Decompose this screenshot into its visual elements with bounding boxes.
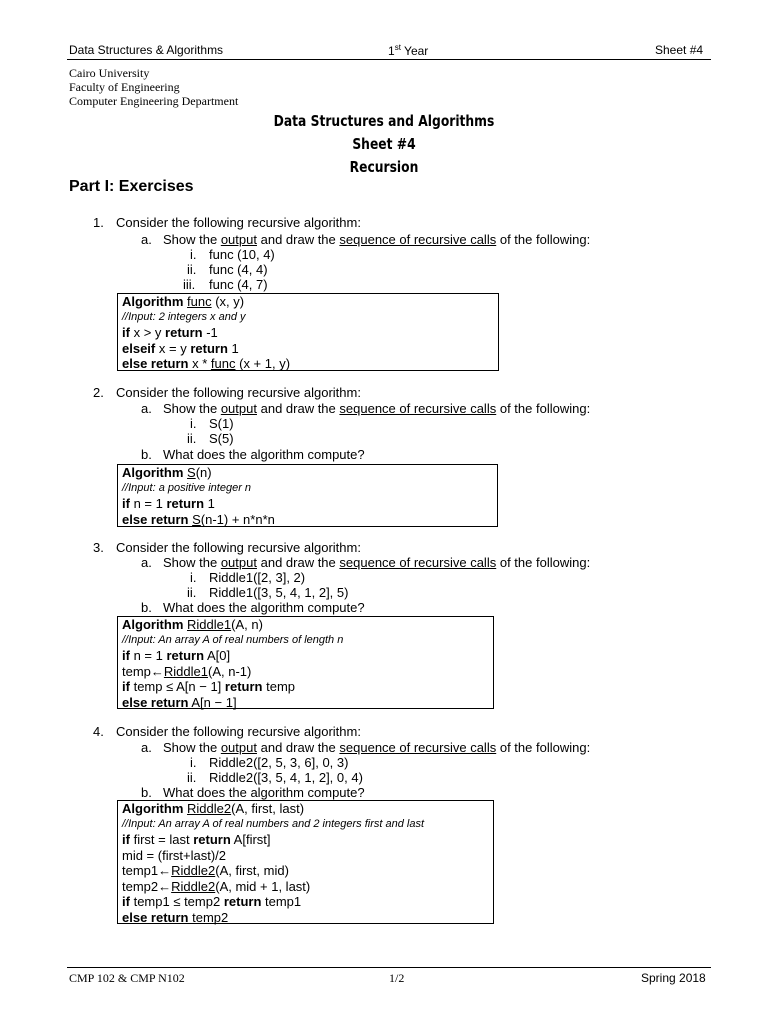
algo-line: temp2←Riddle2(A, mid + 1, last) — [122, 878, 311, 894]
q4-number: 4. — [93, 724, 104, 739]
q1-item-text: func (4, 7) — [209, 277, 268, 292]
q1-number: 1. — [93, 215, 104, 230]
algo-comment: //Input: An array A of real numbers and 2 integers first and last — [122, 817, 425, 830]
q4-part-b-label: b. — [141, 785, 152, 800]
footer-term: Spring 2018 — [641, 971, 706, 985]
q3-algorithm-box — [117, 616, 494, 709]
algo-line: if n = 1 return A[0] — [122, 648, 231, 663]
q3-part-b-label: b. — [141, 600, 152, 615]
q2-item-number: i. — [190, 416, 197, 431]
q3-item-text: Riddle1([2, 3], 2) — [209, 570, 306, 585]
q4-item-text: Riddle2([3, 5, 4, 1, 2], 0, 4) — [209, 770, 363, 785]
q4-item-number: i. — [190, 755, 197, 770]
footer-page-number: 1/2 — [389, 971, 405, 985]
q2-part-a-label: a. — [141, 401, 152, 416]
algo-line: temp1←Riddle2(A, first, mid) — [122, 863, 289, 878]
q1-item-number: i. — [190, 247, 197, 262]
affiliation-faculty: Faculty of Engineering — [69, 80, 180, 94]
algo-line: else return x * func (x + 1, y) — [122, 356, 291, 371]
q2-part-b-label: b. — [141, 447, 152, 462]
q2-text: Consider the following recursive algorithm: — [116, 385, 361, 400]
q2-algorithm-box — [117, 464, 498, 527]
algo-line: if temp1 ≤ temp2 return temp1 — [122, 894, 302, 909]
q3-item-number: i. — [190, 570, 197, 585]
algo-line: else return S(n-1) + n*n*n — [122, 511, 275, 527]
algo-line: if n = 1 return 1 — [122, 496, 215, 511]
algo-header: Algorithm S(n) — [122, 465, 212, 480]
q1-item-text: func (10, 4) — [209, 247, 275, 262]
q4-item-number: ii. — [187, 770, 197, 785]
q1-text: Consider the following recursive algorithm: — [116, 215, 361, 230]
q3-part-b-text: What does the algorithm compute? — [163, 600, 365, 615]
header-rule — [67, 59, 711, 60]
algo-line: if temp ≤ A[n − 1] return temp — [122, 679, 296, 694]
header-course: Data Structures & Algorithms — [69, 43, 224, 57]
q2-part-a-text: Show the output and draw the sequence of recursive calls of the following: — [163, 401, 591, 416]
footer-rule — [67, 967, 711, 968]
sheet-title: Sheet #4 — [352, 135, 416, 153]
affiliation-university: Cairo University — [69, 66, 150, 80]
q1-algorithm-box — [117, 293, 499, 371]
topic-title: Recursion — [349, 158, 419, 176]
q3-item-number: ii. — [187, 585, 197, 600]
q2-part-b-text: What does the algorithm compute? — [163, 447, 365, 462]
affiliation-department: Computer Engineering Department — [69, 94, 239, 108]
algo-line: if first = last return A[first] — [122, 832, 271, 847]
q4-item-text: Riddle2([2, 5, 3, 6], 0, 3) — [209, 755, 349, 770]
algo-comment: //Input: An array A of real numbers of length n — [122, 633, 344, 646]
algo-line: mid = (first+last)/2 — [122, 847, 227, 863]
algo-header: Algorithm Riddle1(A, n) — [122, 617, 263, 632]
header-sheet: Sheet #4 — [655, 43, 704, 57]
q2-number: 2. — [93, 385, 104, 400]
algo-line: else return temp2 — [122, 909, 229, 925]
q3-part-a-text: Show the output and draw the sequence of recursive calls of the following: — [163, 555, 591, 570]
q3-part-a-label: a. — [141, 555, 152, 570]
q1-part-a-label: a. — [141, 232, 152, 247]
q3-item-text: Riddle1([3, 5, 4, 1, 2], 5) — [209, 585, 349, 600]
doc-title: Data Structures and Algorithms — [273, 112, 495, 130]
q3-text: Consider the following recursive algorithm: — [116, 540, 361, 555]
algo-comment: //Input: a positive integer n — [122, 481, 252, 494]
algo-line: if x > y return -1 — [122, 325, 218, 340]
q4-text: Consider the following recursive algorithm: — [116, 724, 361, 739]
algo-line: temp←Riddle1(A, n-1) — [122, 663, 252, 679]
q2-item-number: ii. — [187, 431, 197, 446]
algo-line: elseif x = y return 1 — [122, 340, 239, 356]
q1-item-text: func (4, 4) — [209, 262, 268, 277]
q4-algorithm-box — [117, 800, 494, 924]
footer-course-code: CMP 102 & CMP N102 — [69, 971, 185, 985]
algo-comment: //Input: 2 integers x and y — [122, 310, 246, 323]
q2-item-text: S(1) — [209, 416, 234, 431]
q2-item-text: S(5) — [209, 431, 234, 446]
header-year: 1st Year — [388, 43, 429, 58]
q4-part-a-text: Show the output and draw the sequence of recursive calls of the following: — [163, 740, 591, 755]
q1-item-number: ii. — [187, 262, 197, 277]
q1-item-number: iii. — [183, 277, 196, 292]
q4-part-b-text: What does the algorithm compute? — [163, 785, 365, 800]
algo-line: else return A[n − 1] — [122, 694, 237, 710]
algo-header: Algorithm func (x, y) — [122, 294, 245, 309]
q3-number: 3. — [93, 540, 104, 555]
algo-header: Algorithm Riddle2(A, first, last) — [122, 801, 305, 816]
q1-part-a-text: Show the output and draw the sequence of recursive calls of the following: — [163, 232, 591, 247]
part-title: Part I: Exercises — [69, 178, 194, 195]
q4-part-a-label: a. — [141, 740, 152, 755]
